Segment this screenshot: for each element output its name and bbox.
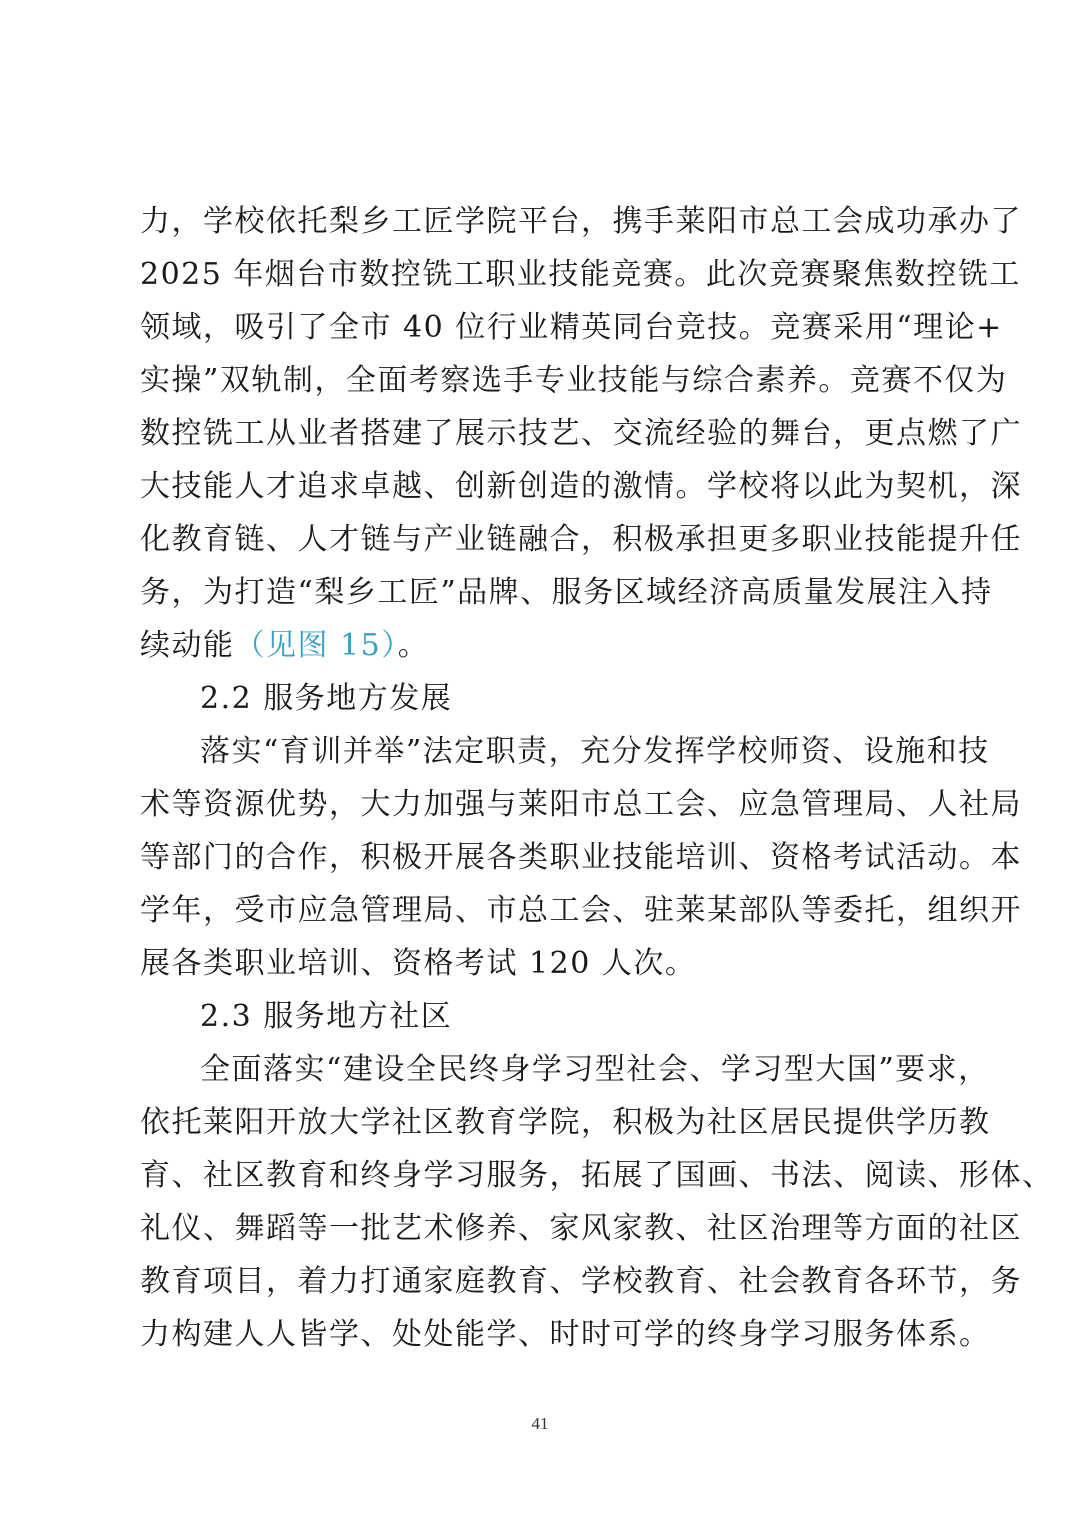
paragraph-line xyxy=(140,620,940,672)
paragraph-line: 等部门的合作，积极开展各类职业技能培训、资格考试活动。本 xyxy=(140,840,1022,875)
paragraph-line: 展各类职业培训、资格考试 120 人次。 xyxy=(140,946,697,981)
paragraph-line: 实操”双轨制，全面考察选手专业技能与综合素养。竞赛不仅为 xyxy=(140,363,1008,398)
section-heading: 2.2 服务地方发展 xyxy=(200,681,453,716)
paragraph-line: 领域，吸引了全市 40 位行业精英同台竞技。竞赛采用“理论+ xyxy=(140,310,1003,345)
paragraph-line: 大技能人才追求卓越、创新创造的激情。学校将以此为契机，深 xyxy=(140,469,1022,504)
paragraph-line: 力，学校依托梨乡工匠学院平台，携手莱阳市总工会成功承办了 xyxy=(140,204,1022,239)
paragraph-line: 化教育链、人才链与产业链融合，积极承担更多职业技能提升任 xyxy=(140,522,1022,557)
paragraph-line: 力构建人人皆学、处处能学、时时可学的终身学习服务体系。 xyxy=(140,1317,991,1352)
paragraph-line: 落实“育训并举”法定职责，充分发挥学校师资、设施和技 xyxy=(200,734,990,769)
paragraph-line: 礼仪、舞蹈等一批艺术修养、家风家教、社区治理等方面的社区 xyxy=(140,1211,1022,1246)
page-number: 41 xyxy=(531,1414,549,1433)
paragraph-line: 数控铣工从业者搭建了展示技艺、交流经验的舞台，更点燃了广 xyxy=(140,416,1022,451)
paragraph-line: 2025 年烟台市数控铣工职业技能竞赛。此次竞赛聚焦数控铣工 xyxy=(140,257,1021,292)
paragraph-text: 。 xyxy=(397,628,430,663)
paragraph-text: 续动能 xyxy=(140,628,235,663)
paragraph-line: 术等资源优势，大力加强与莱阳市总工会、应急管理局、人社局 xyxy=(140,787,1022,822)
figure-reference: （见图 15） xyxy=(234,628,398,663)
paragraph-line: 学年，受市应急管理局、市总工会、驻莱某部队等委托，组织开 xyxy=(140,893,1022,928)
paragraph-line: 育、社区教育和终身学习服务，拓展了国画、书法、阅读、形体、 xyxy=(140,1158,1054,1193)
paragraph-line: 依托莱阳开放大学社区教育学院，积极为社区居民提供学历教 xyxy=(140,1105,991,1140)
paragraph-line: 全面落实“建设全民终身学习型社会、学习型大国”要求， xyxy=(200,1052,990,1087)
paragraph-line: 教育项目，着力打通家庭教育、学校教育、社会教育各环节，务 xyxy=(140,1264,1022,1299)
paragraph-line: 务，为打造“梨乡工匠”品牌、服务区域经济高质量发展注入持 xyxy=(140,575,993,610)
section-heading: 2.3 服务地方社区 xyxy=(200,999,453,1034)
